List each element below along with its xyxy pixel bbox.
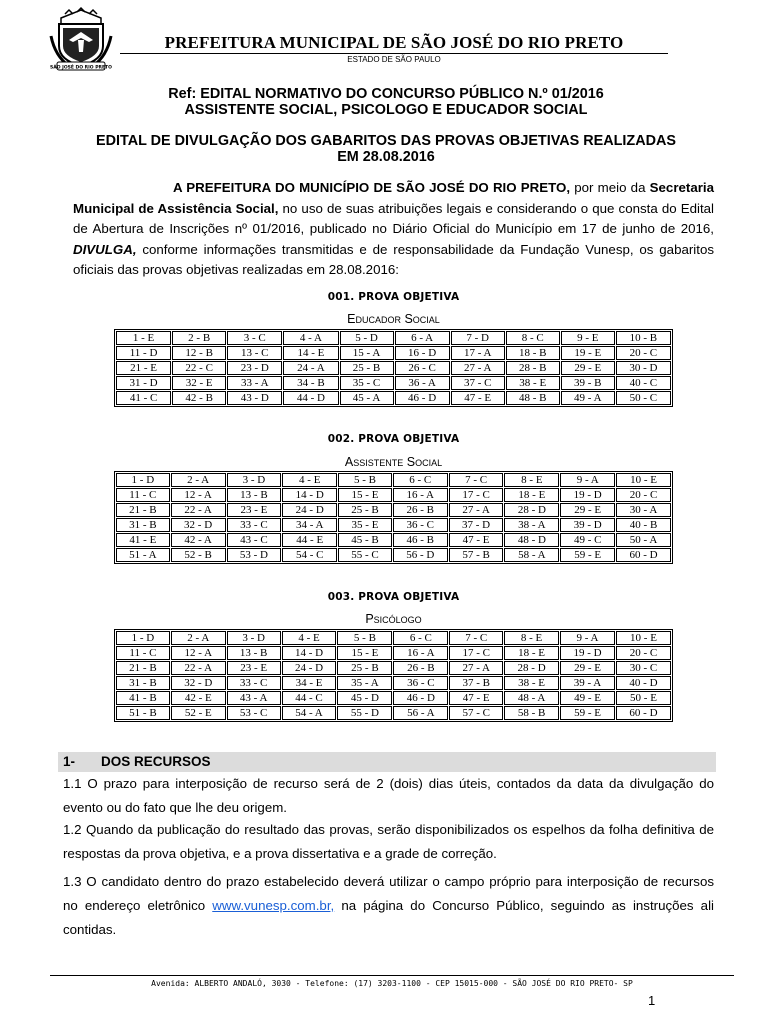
- answer-cell: 46 - B: [393, 533, 448, 547]
- answer-cell: 54 - A: [282, 706, 337, 720]
- answer-cell: 33 - C: [227, 518, 282, 532]
- answer-cell: 28 - B: [506, 361, 560, 375]
- intro-text-1: por meio da: [570, 180, 650, 195]
- table-row: [116, 346, 671, 360]
- answer-cell: 38 - A: [504, 518, 559, 532]
- answer-cell: 1 - D: [116, 631, 170, 645]
- answer-cell: 27 - A: [451, 361, 505, 375]
- answer-cell: 24 - D: [282, 503, 337, 517]
- answer-cell: 37 - C: [451, 376, 505, 390]
- answer-cell: 26 - C: [395, 361, 450, 375]
- answer-cell: 45 - A: [340, 391, 394, 405]
- answer-cell: 21 - E: [116, 361, 171, 375]
- answer-cell: 29 - E: [560, 661, 615, 675]
- paragraph-1-2: 1.2 Quando da publicação do resultado das provas, serão disponibilizados os espelhos da folha definitiva de respostas da prova objetiva, e a prova dissertativa e a grade de correção.: [63, 822, 714, 861]
- answer-cell: 9 - A: [560, 473, 615, 487]
- answer-cell: 1 - E: [116, 331, 171, 345]
- header-state: ESTADO DE SÃO PAULO: [347, 55, 441, 64]
- section-1-number: 1-: [63, 754, 76, 769]
- answer-cell: 27 - A: [449, 661, 503, 675]
- answer-cell: 30 - C: [616, 661, 671, 675]
- answer-cell: 3 - D: [227, 473, 282, 487]
- answer-cell: 59 - E: [560, 706, 615, 720]
- answer-cell: 2 - A: [171, 473, 226, 487]
- answer-cell: 26 - B: [393, 503, 448, 517]
- answer-cell: 35 - C: [340, 376, 394, 390]
- answer-cell: 40 - B: [616, 518, 671, 532]
- answer-cell: 54 - C: [282, 548, 337, 562]
- answer-cell: 56 - A: [393, 706, 448, 720]
- answer-cell: 8 - E: [504, 473, 559, 487]
- answer-cell: 26 - B: [393, 661, 448, 675]
- table-row: [116, 376, 671, 390]
- footer-address: Avenida: ALBERTO ANDALÓ, 3030 - Telefone: (17) 3203-1100 - CEP 15015-000 - SÃO JOSÉ DO RIO PRETO- SP: [151, 979, 633, 988]
- answer-cell: 32 - E: [172, 376, 226, 390]
- answer-cell: 42 - E: [171, 691, 226, 705]
- answer-cell: 52 - E: [171, 706, 226, 720]
- answer-cell: 2 - A: [171, 631, 226, 645]
- answer-cell: 43 - C: [227, 533, 282, 547]
- answer-cell: 44 - C: [282, 691, 337, 705]
- answer-cell: 3 - D: [227, 631, 281, 645]
- answer-cell: 29 - E: [560, 503, 615, 517]
- answer-cell: 10 - E: [616, 631, 671, 645]
- answer-cell: 5 - D: [340, 331, 394, 345]
- answer-cell: 12 - A: [171, 488, 226, 502]
- table-row: [116, 503, 671, 517]
- answer-cell: 9 - A: [560, 631, 615, 645]
- table-row: [116, 361, 671, 375]
- answer-cell: 35 - E: [338, 518, 392, 532]
- answer-cell: 19 - D: [560, 646, 615, 660]
- page-number: 1: [648, 993, 656, 1008]
- answer-cell: 45 - D: [337, 691, 392, 705]
- answer-cell: 11 - C: [116, 488, 170, 502]
- answer-cell: 24 - A: [283, 361, 338, 375]
- answer-cell: 55 - C: [338, 548, 392, 562]
- answer-cell: 28 - D: [504, 503, 559, 517]
- reference-heading: [60, 86, 712, 118]
- answer-cell: 57 - C: [449, 706, 503, 720]
- answer-cell: 4 - A: [283, 331, 338, 345]
- answer-cell: 22 - C: [172, 361, 226, 375]
- table-row: [116, 676, 671, 690]
- answer-cell: 25 - B: [337, 661, 392, 675]
- answer-cell: 30 - A: [616, 503, 671, 517]
- reference-line-2: ASSISTENTE SOCIAL, PSICOLOGO E EDUCADOR SOCIAL: [184, 102, 588, 118]
- paragraph-1-3-text-b: na página do Concurso Público, seguindo as instruções ali contidas.: [63, 898, 714, 937]
- answer-cell: 43 - A: [227, 691, 281, 705]
- table-row: [116, 488, 671, 502]
- answer-key-table-3: [114, 629, 673, 722]
- intro-paragraph: [73, 178, 714, 281]
- answer-cell: 48 - A: [504, 691, 559, 705]
- answer-cell: 48 - D: [504, 533, 559, 547]
- answer-cell: 5 - B: [338, 473, 392, 487]
- answer-cell: 6 - C: [393, 631, 448, 645]
- table-row: [116, 473, 671, 487]
- answer-cell: 49 - E: [560, 691, 615, 705]
- paragraph-1-1: 1.1 O prazo para interposição de recurso será de 2 (dois) dias úteis, contados da data da divulgação do evento ou do fato que lhe deu origem.: [63, 776, 714, 815]
- answer-cell: 17 - A: [451, 346, 505, 360]
- answer-cell: 46 - D: [393, 691, 448, 705]
- answer-cell: 41 - C: [116, 391, 171, 405]
- answer-cell: 48 - B: [506, 391, 560, 405]
- answer-cell: 11 - C: [116, 646, 170, 660]
- answer-cell: 28 - D: [504, 661, 559, 675]
- table-row: [116, 661, 671, 675]
- answer-cell: 31 - B: [116, 518, 170, 532]
- answer-cell: 24 - D: [282, 661, 337, 675]
- answer-cell: 50 - A: [616, 533, 671, 547]
- answer-cell: 37 - B: [449, 676, 503, 690]
- city-seal-logo: [49, 6, 113, 72]
- answer-cell: 40 - D: [616, 676, 671, 690]
- edital-line-2: EM 28.08.2016: [337, 149, 435, 165]
- intro-bold-prefeitura: A PREFEITURA DO MUNICÍPIO DE SÃO JOSÉ DO RIO PRETO,: [173, 180, 571, 195]
- answer-cell: 50 - C: [616, 391, 671, 405]
- prova-3-subtitle: Psicólogo: [365, 612, 422, 626]
- answer-cell: 50 - E: [616, 691, 671, 705]
- intro-text-2: no uso de suas atribuições legais e considerando o que consta do Edital de Abertura de Inscrições nº 01/2016, publicado no Diário Oficial do Município em 17 de junho de 2016,: [73, 200, 714, 236]
- answer-cell: 58 - B: [504, 706, 559, 720]
- answer-cell: 46 - D: [395, 391, 450, 405]
- answer-cell: 20 - C: [616, 488, 671, 502]
- prova-1-subtitle: Educador Social: [347, 312, 440, 326]
- answer-cell: 12 - B: [172, 346, 226, 360]
- answer-cell: 7 - C: [449, 473, 504, 487]
- answer-cell: 25 - B: [340, 361, 394, 375]
- answer-cell: 22 - A: [171, 661, 226, 675]
- answer-cell: 60 - D: [616, 706, 671, 720]
- answer-cell: 13 - B: [227, 646, 281, 660]
- answer-cell: 18 - E: [504, 646, 559, 660]
- prova-2-subtitle: Assistente Social: [344, 455, 443, 469]
- table-row: [116, 691, 671, 705]
- answer-cell: 31 - D: [116, 376, 171, 390]
- answer-cell: 25 - B: [338, 503, 392, 517]
- table-row: [116, 518, 671, 532]
- page-header-title: PREFEITURA MUNICIPAL DE SÃO JOSÉ DO RIO PRETO: [164, 33, 624, 52]
- answer-cell: 2 - B: [172, 331, 226, 345]
- answer-cell: 34 - A: [282, 518, 337, 532]
- header-divider: [120, 53, 668, 54]
- answer-cell: 10 - B: [616, 331, 671, 345]
- answer-cell: 29 - E: [561, 361, 615, 375]
- answer-cell: 13 - C: [227, 346, 282, 360]
- answer-cell: 4 - E: [282, 473, 337, 487]
- answer-cell: 47 - E: [451, 391, 505, 405]
- paragraph-1-3: [63, 870, 714, 942]
- answer-cell: 31 - B: [116, 676, 170, 690]
- answer-cell: 49 - A: [561, 391, 615, 405]
- answer-cell: 57 - B: [449, 548, 504, 562]
- answer-cell: 41 - E: [116, 533, 170, 547]
- seal-banner-text: SÃO JOSÉ DO RIO PRETO: [50, 65, 112, 71]
- answer-cell: 7 - D: [451, 331, 505, 345]
- answer-cell: 42 - A: [171, 533, 226, 547]
- answer-cell: 52 - B: [171, 548, 226, 562]
- answer-key-table-2: [114, 471, 673, 564]
- answer-cell: 41 - B: [116, 691, 170, 705]
- answer-cell: 21 - B: [116, 503, 170, 517]
- prova-1-title: 001. PROVA OBJETIVA: [327, 291, 460, 303]
- answer-cell: 36 - A: [395, 376, 450, 390]
- table-row: [116, 646, 671, 660]
- table-row: [116, 631, 671, 645]
- answer-cell: 8 - E: [504, 631, 559, 645]
- answer-cell: 38 - E: [506, 376, 560, 390]
- answer-cell: 20 - C: [616, 346, 671, 360]
- table-row: [116, 706, 671, 720]
- answer-cell: 44 - E: [282, 533, 337, 547]
- answer-cell: 18 - E: [504, 488, 559, 502]
- answer-cell: 5 - B: [337, 631, 392, 645]
- prova-2-title: 002. PROVA OBJETIVA: [327, 433, 460, 445]
- answer-cell: 15 - E: [337, 646, 392, 660]
- answer-cell: 39 - D: [560, 518, 615, 532]
- answer-cell: 9 - E: [561, 331, 615, 345]
- answer-cell: 15 - A: [340, 346, 394, 360]
- intro-bold-divulga: DIVULGA,: [73, 241, 137, 257]
- answer-cell: 23 - E: [227, 661, 281, 675]
- answer-cell: 1 - D: [116, 473, 170, 487]
- answer-cell: 51 - B: [116, 706, 170, 720]
- footer-divider: [50, 975, 734, 976]
- prova-3-title: 003. PROVA OBJETIVA: [327, 591, 460, 603]
- answer-cell: 15 - E: [338, 488, 392, 502]
- answer-cell: 8 - C: [506, 331, 560, 345]
- answer-cell: 4 - E: [282, 631, 337, 645]
- answer-cell: 45 - B: [338, 533, 392, 547]
- answer-cell: 23 - E: [227, 503, 282, 517]
- paragraph-1-3-text-a: 1.3 O candidato dentro do prazo estabelecido deverá utilizar o campo próprio para interposição de recursos no endereço eletrônico: [63, 874, 714, 913]
- answer-cell: 56 - D: [393, 548, 448, 562]
- answer-cell: 16 - A: [393, 646, 448, 660]
- answer-cell: 51 - A: [116, 548, 170, 562]
- answer-cell: 6 - A: [395, 331, 450, 345]
- intro-bold-secretaria: Secretaria Municipal de Assistência Social,: [73, 180, 714, 216]
- answer-cell: 3 - C: [227, 331, 282, 345]
- table-row: [116, 548, 671, 562]
- answer-cell: 35 - A: [337, 676, 392, 690]
- answer-cell: 32 - D: [171, 676, 226, 690]
- answer-cell: 36 - C: [393, 518, 448, 532]
- answer-cell: 17 - C: [449, 488, 504, 502]
- answer-cell: 58 - A: [504, 548, 559, 562]
- answer-cell: 53 - D: [227, 548, 282, 562]
- answer-cell: 42 - B: [172, 391, 226, 405]
- answer-cell: 49 - C: [560, 533, 615, 547]
- section-1-title: DOS RECURSOS: [101, 754, 211, 769]
- answer-cell: 7 - C: [449, 631, 503, 645]
- answer-cell: 53 - C: [227, 706, 281, 720]
- answer-cell: 18 - B: [506, 346, 560, 360]
- answer-cell: 47 - E: [449, 691, 503, 705]
- answer-cell: 59 - E: [560, 548, 615, 562]
- answer-cell: 40 - C: [616, 376, 671, 390]
- answer-cell: 33 - C: [227, 676, 281, 690]
- answer-cell: 16 - A: [393, 488, 448, 502]
- answer-cell: 34 - E: [282, 676, 337, 690]
- edital-line-1: EDITAL DE DIVULGAÇÃO DOS GABARITOS DAS PROVAS OBJETIVAS REALIZADAS: [96, 133, 676, 149]
- answer-cell: 20 - C: [616, 646, 671, 660]
- answer-cell: 39 - A: [560, 676, 615, 690]
- answer-cell: 32 - D: [171, 518, 226, 532]
- reference-line-1: Ref: EDITAL NORMATIVO DO CONCURSO PÚBLICO N.º 01/2016: [168, 86, 604, 102]
- answer-cell: 14 - D: [282, 488, 337, 502]
- answer-cell: 11 - D: [116, 346, 171, 360]
- answer-key-table-1: [114, 329, 673, 407]
- answer-cell: 39 - B: [561, 376, 615, 390]
- answer-cell: 44 - D: [283, 391, 338, 405]
- answer-cell: 16 - D: [395, 346, 450, 360]
- table-row: [116, 391, 671, 405]
- answer-cell: 30 - D: [616, 361, 671, 375]
- table-row: [116, 533, 671, 547]
- answer-cell: 36 - C: [393, 676, 448, 690]
- answer-cell: 22 - A: [171, 503, 226, 517]
- answer-cell: 19 - D: [560, 488, 615, 502]
- answer-cell: 12 - A: [171, 646, 226, 660]
- answer-cell: 47 - E: [449, 533, 504, 547]
- answer-cell: 19 - E: [561, 346, 615, 360]
- answer-cell: 34 - B: [283, 376, 338, 390]
- answer-cell: 55 - D: [337, 706, 392, 720]
- answer-cell: 17 - C: [449, 646, 503, 660]
- answer-cell: 13 - B: [227, 488, 282, 502]
- answer-cell: 10 - E: [616, 473, 671, 487]
- edital-heading: [60, 133, 712, 165]
- answer-cell: 60 - D: [616, 548, 671, 562]
- answer-cell: 27 - A: [449, 503, 504, 517]
- answer-cell: 23 - D: [227, 361, 282, 375]
- answer-cell: 14 - D: [282, 646, 337, 660]
- answer-cell: 38 - E: [504, 676, 559, 690]
- vunesp-link[interactable]: www.vunesp.com.br,: [212, 898, 335, 913]
- answer-cell: 21 - B: [116, 661, 170, 675]
- answer-cell: 37 - D: [449, 518, 504, 532]
- table-row: [116, 331, 671, 345]
- answer-cell: 43 - D: [227, 391, 282, 405]
- answer-cell: 6 - C: [393, 473, 448, 487]
- answer-cell: 14 - E: [283, 346, 338, 360]
- intro-text-3: conforme informações transmitidas e de responsabilidade da Fundação Vunesp, os gabaritos oficiais das provas objetivas realizadas em 28.08.2016:: [73, 241, 714, 277]
- answer-cell: 33 - A: [227, 376, 282, 390]
